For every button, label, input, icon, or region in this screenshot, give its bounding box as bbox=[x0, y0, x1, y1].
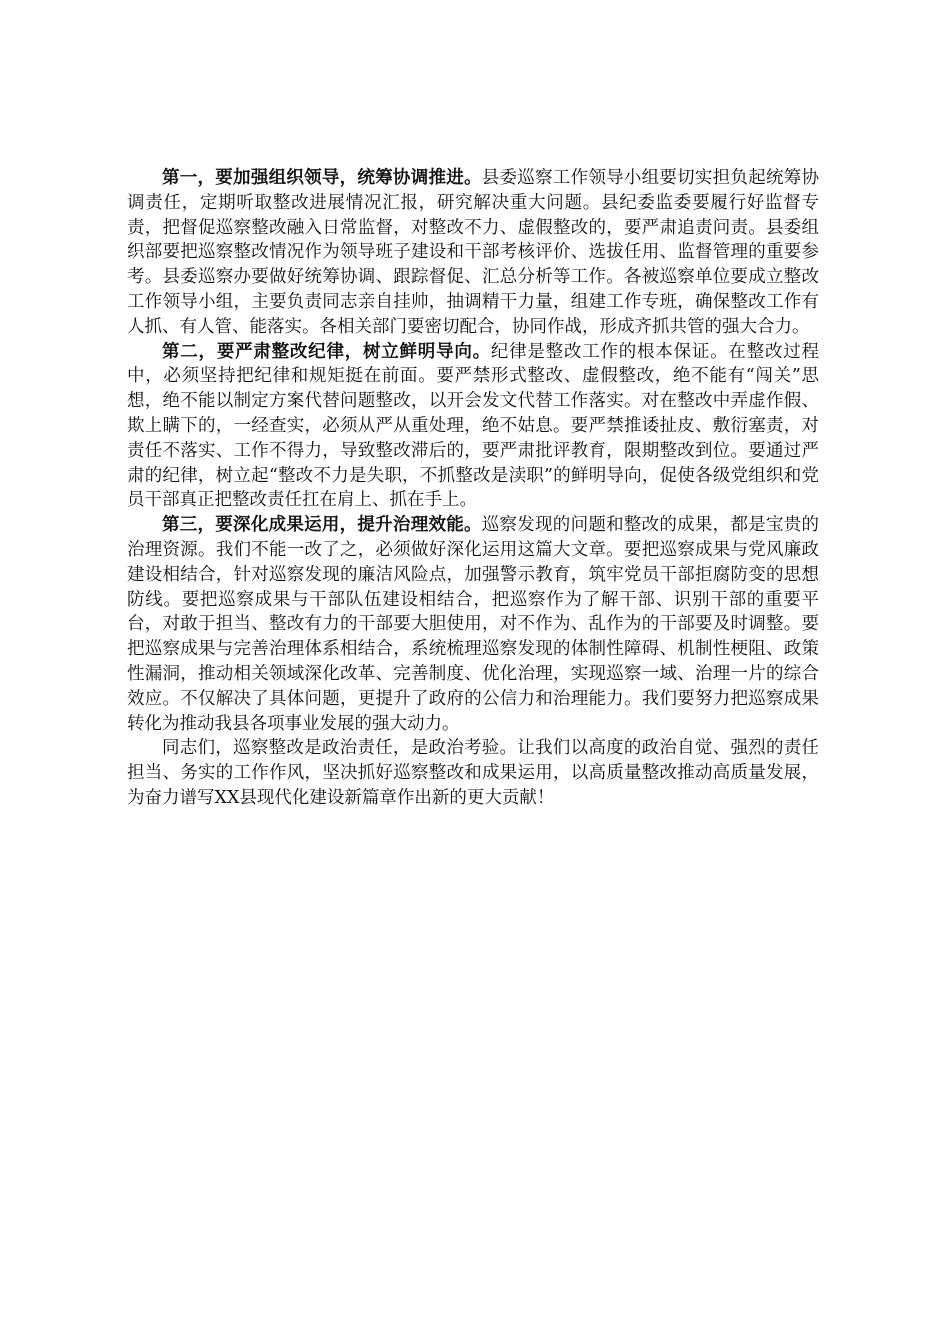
paragraph-4 bbox=[127, 736, 819, 810]
paragraph-3-text: 巡察发现的问题和整改的成果，都是宝贵的治理资源。我们不能一改了之，必须做好深化运用这篇大文章。要把巡察成果与党风廉政建设相结合，针对巡察发现的廉洁风险点，加强警示教育，筑牢党员干部拒腐防变的思想防线。要把巡察成果与干部队伍建设相结合，把巡察作为了解干部、识别干部的重要平台，对敢于担当、整改有力的干部要大胆使用，对不作为、乱作为的干部要及时调整。要把巡察成果与完善治理体系相结合，系统梳理巡察发现的体制性障碍、机制性梗阻、政策性漏洞，推动相关领域深化改革、完善制度、优化治理，实现巡察一域、治理一片的综合效应。不仅解决了具体问题，更提升了政府的公信力和治理能力。我们要努力把巡察成果转化为推动我县各项事业发展的强大动力。 bbox=[127, 515, 819, 734]
document-body bbox=[127, 166, 819, 811]
paragraph-1-lead: 第一，要加强组织领导，统筹协调推进。 bbox=[162, 168, 482, 188]
paragraph-1-text: 县委巡察工作领导小组要切实担负起统筹协调责任，定期听取整改进展情况汇报，研究解决重大问题。县纪委监委要履行好监督专责，把督促巡察整改融入日常监督，对整改不力、虚假整改的，要严肃追责问责。县委组织部要把巡察整改情况作为领导班子建设和干部考核评价、选拔任用、监督管理的重要参考。县委巡察办要做好统筹协调、跟踪督促、汇总分析等工作。各被巡察单位要成立整改工作领导小组，主要负责同志亲自挂帅，抽调精干力量，组建工作专班，确保整改工作有人抓、有人管、能落实。各相关部门要密切配合，协同作战，形成齐抓共管的强大合力。 bbox=[127, 168, 819, 337]
paragraph-2-text: 纪律是整改工作的根本保证。在整改过程中，必须坚持把纪律和规矩挺在前面。要严禁形式整改、虚假整改，绝不能有“闯关”思想，绝不能以制定方案代替问题整改，以开会发文代替工作落实。对在整改中弄虚作假、欺上瞒下的，一经查实，必须从严从重处理，绝不姑息。要严禁推诿扯皮、敷衍塞责，对责任不落实、工作不得力，导致整改滞后的，要严肃批评教育，限期整改到位。要通过严肃的纪律，树立起“整改不力是失职，不抓整改是渎职”的鲜明导向，促使各级党组织和党员干部真正把整改责任扛在肩上、抓在手上。 bbox=[127, 341, 820, 511]
paragraph-3-lead: 第三，要深化成果运用，提升治理效能。 bbox=[162, 515, 482, 536]
paragraph-2-lead: 第二，要严肃整改纪律，树立鲜明导向。 bbox=[162, 341, 491, 362]
paragraph-4-text: 同志们，巡察整改是政治责任，是政治考验。让我们以高度的政治自觉、强烈的责任担当、务实的工作作风，坚决抓好巡察整改和成果运用，以高质量整改推动高质量发展，为奋力谱写XX县现代化建设新篇章作出新的更大贡献！ bbox=[127, 738, 819, 808]
paragraph-3 bbox=[127, 513, 819, 736]
paragraph-1 bbox=[127, 166, 819, 340]
paragraph-2 bbox=[127, 340, 819, 514]
